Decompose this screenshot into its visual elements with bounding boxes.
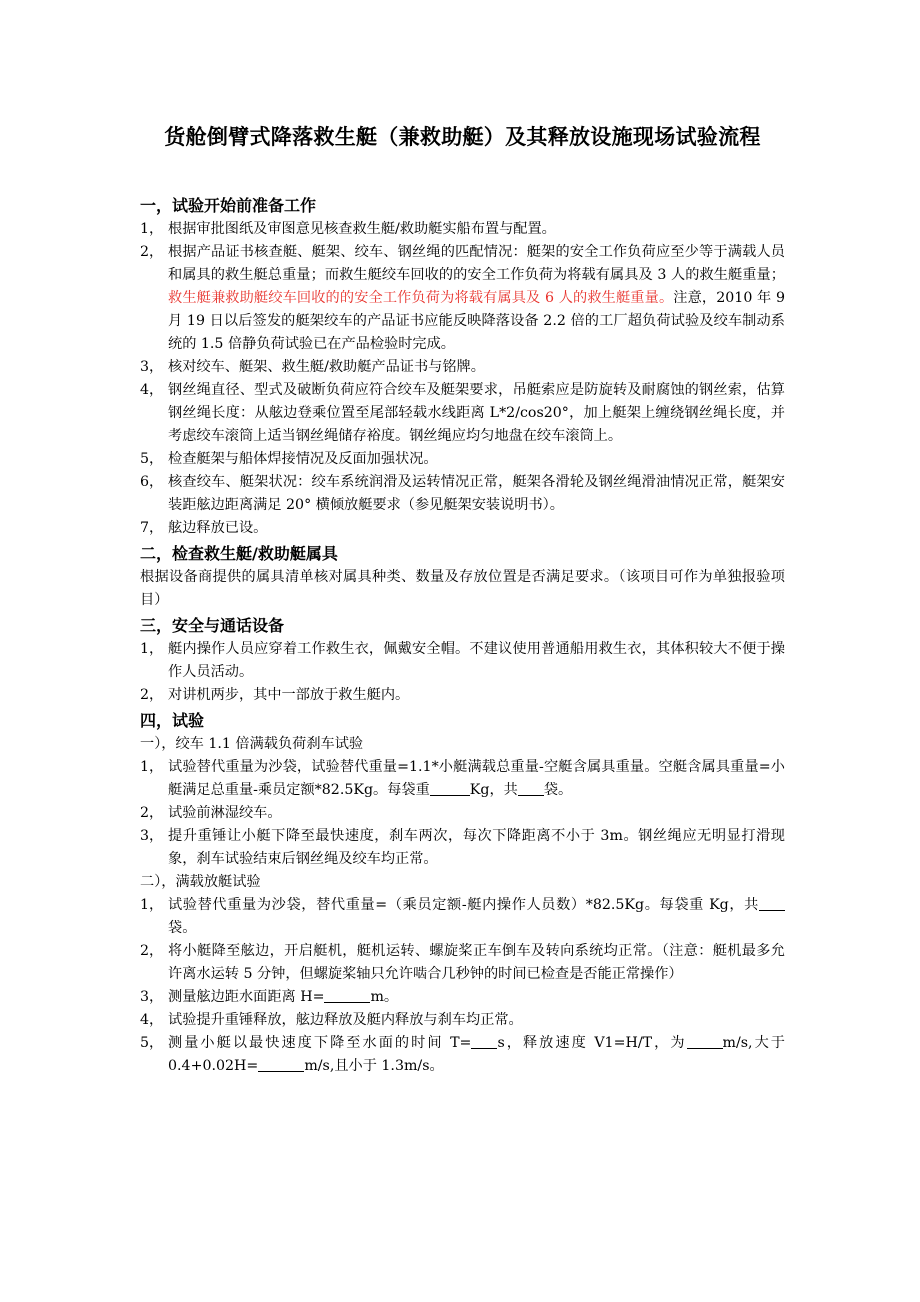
item-number: 3， [140,359,164,375]
list-item [140,1032,785,1078]
item-number: 7， [140,520,164,536]
item-text-part: 袋。 [543,782,573,798]
document-title: 货舱倒臂式降落救生艇（兼救助艇）及其释放设施现场试验流程 [164,124,761,149]
list-item [140,241,785,356]
item-text-part: 测量舷边距水面距离 H= [168,989,325,1005]
fill-in-blank [687,1033,723,1049]
item-number: 1， [140,759,164,775]
item-text-part: 袋。 [168,920,197,936]
item-number: 2， [140,244,164,260]
item-text: 提升重锤让小艇下降至最快速度，刹车两次，每次下降距离不小于 3m。钢丝绳应无明显打滑现象，刹车试验结束后钢丝绳及绞车均正常。 [168,828,785,867]
item-number: 2， [140,943,164,959]
list-item [140,940,785,986]
document-page [140,120,785,1078]
item-number: 4， [140,382,164,398]
list-item [140,517,785,540]
item-number: 5， [140,451,164,467]
item-number: 2， [140,687,164,703]
subsection-heading-brake-test: 一），绞车 1.1 倍满载负荷刹车试验 [140,736,364,752]
list-item [140,825,785,871]
list-item [140,756,785,802]
item-text: 舷边释放已设。 [168,520,268,536]
item-text: 核查绞车、艇架状况：绞车系统润滑及运转情况正常，艇架各滑轮及钢丝绳滑油情况正常，艇架安装距舷边距离满足 20° 横倾放艇要求（参见艇架安装说明书）。 [168,474,785,513]
list-item [140,986,785,1009]
item-text-part: m。 [370,989,399,1005]
item-text [168,1032,785,1078]
item-text [168,756,785,802]
list-item [140,894,785,940]
fill-in-blank [324,987,370,1003]
item-text [168,986,785,1009]
item-number: 4， [140,1012,164,1028]
item-text: 检查艇架与船体焊接情况及反面加强状况。 [168,451,438,467]
item-text-part: 测量小艇以最快速度下降至水面的时间 T= [168,1035,472,1051]
item-text-part: m/s,大于 0.4+0.02H= [168,1035,785,1074]
item-number: 1， [140,221,164,237]
subsection-heading-launch-test: 二），满载放艇试验 [140,874,261,890]
list-item [140,356,785,379]
fill-in-blank [258,1056,304,1072]
list-item [140,1009,785,1032]
section-heading-test: 四，试验 [140,711,205,730]
list-item [140,638,785,684]
item-number: 1， [140,897,164,913]
item-text: 核对绞车、艇架、救生艇/救助艇产品证书与铭牌。 [168,359,485,375]
list-item [140,684,785,707]
item-number: 5， [140,1035,164,1051]
list-item [140,448,785,471]
item-text [168,241,785,356]
fill-in-blank [430,780,470,796]
fill-in-blank [518,780,544,796]
item-text: 试验提升重锤释放，舷边释放及艇内释放与刹车均正常。 [168,1012,523,1028]
list-item [140,218,785,241]
fill-in-blank [471,1033,497,1049]
list-item [140,379,785,448]
item-text: 根据审批图纸及审图意见核查救生艇/救助艇实船布置与配置。 [168,221,556,237]
paragraph: 根据设备商提供的属具清单核对属具种类、数量及存放位置是否满足要求。（该项目可作为单独报验项目） [140,569,785,608]
section-heading-safety: 三，安全与通话设备 [140,616,285,635]
item-text-part: 试验替代重量为沙袋，替代重量=（乘员定额-艇内操作人员数）*82.5Kg。每袋重 Kg，共 [168,897,759,913]
item-text-part: 试验替代重量为沙袋，试验替代重量=1.1*小艇满载总重量-空艇含属具重量。空艇含属具重量=小艇满足总重量-乘员定额*82.5Kg。每袋重 [168,759,785,798]
item-number: 1， [140,641,164,657]
item-text: 钢丝绳直径、型式及破断负荷应符合绞车及艇架要求，吊艇索应是防旋转及耐腐蚀的钢丝索，估算钢丝绳长度：从舷边登乘位置至尾部轻载水线距离 L*2/cos20°，加上艇架上缠绕钢丝绳长度，并考虑绞车滚筒上适当钢丝绳储存裕度。钢丝绳应均匀地盘在绞车滚筒上。 [168,382,785,444]
item-text-part: 根据产品证书核查艇、艇架、绞车、钢丝绳的匹配情况：艇架的安全工作负荷应至少等于满载人员和属具的救生艇总重量；而救生艇绞车回收的的安全工作负荷为将载有属具及 3 人的救生艇重量； [168,244,785,283]
item-text: 试验前淋湿绞车。 [168,805,282,821]
section-heading-equipment-check: 二，检查救生艇/救助艇属具 [140,544,338,563]
list-item [140,471,785,517]
fill-in-blank [759,895,785,911]
item-number: 6， [140,474,164,490]
highlighted-requirement: 救生艇兼救助艇绞车回收的的安全工作负荷为将载有属具及 6 人的救生艇重量。 [168,290,674,306]
list-item [140,802,785,825]
item-text-part: 注意，2010 年 9 月 19 日以后签发的艇架绞车的产品证书应能反映降落设备 2.2 倍的工厂超负荷试验及绞车制动系统的 1.5 倍静负荷试验已在产品检验时完成。 [168,290,785,352]
item-text-part: s，释放速度 V1=H/T，为 [497,1035,687,1051]
item-number: 2， [140,805,164,821]
item-text [168,894,785,940]
item-text: 艇内操作人员应穿着工作救生衣，佩戴安全帽。不建议使用普通船用救生衣，其体积较大不便于操作人员活动。 [168,641,785,680]
item-number: 3， [140,989,164,1005]
item-text: 将小艇降至舷边，开启艇机，艇机运转、螺旋桨正车倒车及转向系统均正常。（注意：艇机最多允许离水运转 5 分钟，但螺旋桨轴只允许啮合几秒钟的时间已检查是否能正常操作） [168,943,785,982]
item-text-part: Kg，共 [469,782,518,798]
item-text: 对讲机两步，其中一部放于救生艇内。 [168,687,410,703]
item-number: 3， [140,828,164,844]
item-text-part: m/s,且小于 1.3m/s。 [304,1058,444,1074]
section-heading-preparation: 一，试验开始前准备工作 [140,196,317,215]
